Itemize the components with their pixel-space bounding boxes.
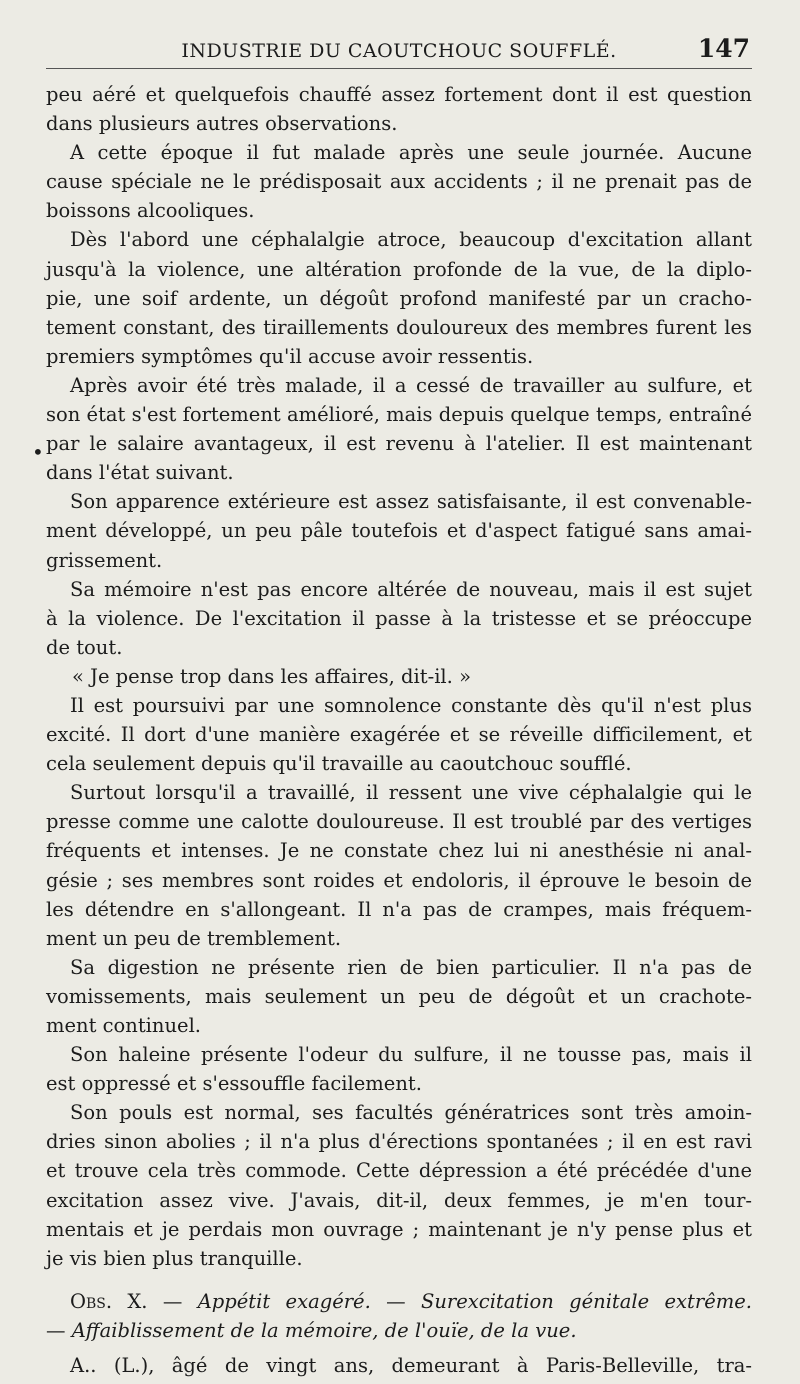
text-line: Son apparence extérieure est assez satisfaisante, il est convenable-: [70, 490, 752, 514]
observation-dash: —: [46, 1318, 72, 1342]
text-line: par le salaire avantageux, il est revenu à l'atelier. Il est maintenant: [46, 432, 752, 456]
observation-label: Obs. X.: [70, 1289, 148, 1313]
text-line: Son pouls est normal, ses facultés génératrices sont très amoin-: [70, 1101, 752, 1125]
text-line: à la violence. De l'excitation il passe à la tristesse et se préoccupe: [46, 606, 752, 630]
text-line: ment développé, un peu pâle toutefois et d'aspect fatigué sans amai-: [46, 519, 752, 543]
text-line: je vis bien plus tranquille.: [46, 1246, 303, 1270]
observation-title-b: Surexcitation génitale extrême.: [421, 1289, 752, 1313]
text-line: Dès l'abord une céphalalgie atroce, beaucoup d'excitation allant: [70, 228, 752, 252]
text-line: ment un peu de tremblement.: [46, 926, 342, 950]
text-line: dries sinon abolies ; il n'a plus d'érections spontanées ; il en est ravi: [46, 1130, 752, 1154]
observation-dash: —: [370, 1289, 421, 1313]
text-line: cause spéciale ne le prédisposait aux accidents ; il ne prenait pas de: [46, 170, 752, 194]
text-line: son état s'est fortement amélioré, mais depuis quelque temps, entraîné: [46, 403, 752, 427]
text-line: Son haleine présente l'odeur du sulfure, il ne tousse pas, mais il: [70, 1043, 752, 1067]
text-line: de tout.: [46, 635, 123, 659]
text-line: vomissements, mais seulement un peu de dégoût et un crachote-: [46, 984, 752, 1008]
observation-dash: —: [147, 1289, 198, 1313]
observation-title-c: Affaiblissement de la mémoire, de l'ouïe, de la vue.: [71, 1318, 577, 1342]
observation-heading-line2: [46, 1316, 752, 1345]
text-line: cela seulement depuis qu'il travaille au caoutchouc soufflé.: [46, 752, 632, 776]
text-line: ment continuel.: [46, 1014, 202, 1037]
observation-heading: [46, 1287, 752, 1316]
text-line: tement constant, des tiraillements douloureux des membres furent les: [46, 315, 752, 339]
observation-first-line: A.. (L.), âgé de vingt ans, demeurant à Paris-Belleville, tra-: [70, 1354, 752, 1378]
text-line: mentais et je perdais mon ouvrage ; maintenant je n'y pense plus et: [46, 1217, 752, 1241]
text-line: peu aéré et quelquefois chauffé assez fortement dont il est question: [46, 83, 752, 106]
text-line: Après avoir été très malade, il a cessé de travailler au sulfure, et: [70, 373, 752, 397]
text-line: excitation assez vive. J'avais, dit-il, deux femmes, je m'en tour-: [46, 1188, 752, 1212]
text-line: est oppressé et s'essouffle facilement.: [46, 1072, 422, 1096]
text-line: pie, une soif ardente, un dégoût profond manifesté par un cracho-: [46, 286, 752, 310]
text-line: Sa digestion ne présente rien de bien particulier. Il n'a pas de: [70, 955, 752, 979]
text-line: les détendre en s'allongeant. Il n'a pas de crampes, mais fréquem-: [46, 897, 752, 921]
text-line: gésie ; ses membres sont roides et endoloris, il éprouve le besoin de: [46, 868, 752, 892]
text-line: presse comme une calotte douloureuse. Il est troublé par des vertiges: [46, 810, 752, 834]
page-number: 147: [697, 34, 750, 63]
text-line: grissement.: [46, 548, 163, 572]
text-line: boissons alcooliques.: [46, 199, 255, 223]
observation-title-a: Appétit exagéré.: [197, 1289, 371, 1313]
text-line: Sa mémoire n'est pas encore altérée de nouveau, mais il est sujet: [70, 577, 752, 601]
body-text: [46, 80, 752, 1380]
text-line: dans l'état suivant.: [46, 461, 234, 485]
text-line: et trouve cela très commode. Cette dépression a été précédée d'une: [46, 1159, 752, 1183]
page-header: [46, 34, 752, 69]
running-title: INDUSTRIE DU CAOUTCHOUC SOUFFLÉ.: [181, 40, 617, 62]
margin-mark: •: [32, 440, 44, 464]
text-line: fréquents et intenses. Je ne constate chez lui ni anesthésie ni anal-: [46, 839, 752, 863]
quote-line: « Je pense trop dans les affaires, dit-il. »: [72, 664, 471, 688]
text-line: Surtout lorsqu'il a travaillé, il ressent une vive céphalalgie qui le: [70, 781, 752, 805]
text-line: dans plusieurs autres observations.: [46, 112, 398, 136]
text-line: A cette époque il fut malade après une seule journée. Aucune: [70, 141, 752, 165]
text-line: excité. Il dort d'une manière exagérée et se réveille difficilement, et: [46, 723, 752, 747]
text-line: Il est poursuivi par une somnolence constante dès qu'il n'est plus: [70, 693, 752, 717]
text-line: jusqu'à la violence, une altération profonde de la vue, de la diplo-: [46, 257, 752, 281]
text-line: premiers symptômes qu'il accuse avoir ressentis.: [46, 344, 534, 368]
